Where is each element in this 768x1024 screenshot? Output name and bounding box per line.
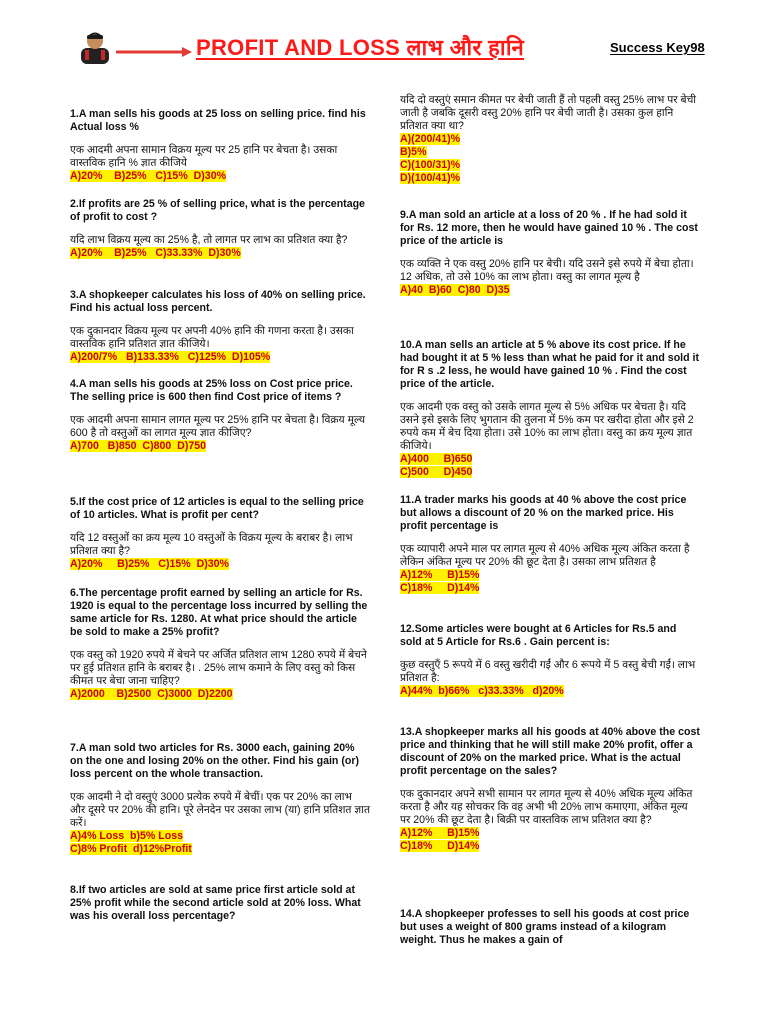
question-text-en: 8.If two articles are sold at same price first article sold at 25% profit while the second article sold at 20% loss. What was his overall loss percentage? [70,884,361,922]
question-text-en: 6.The percentage profit earned by selling an article for Rs. 1920 is equal to the percentage loss incurred by selling the same article for Rs. 1280. At what price should the article be sold to make a 25% profit? [70,587,368,638]
answer-options [400,284,700,297]
option-line: A)44% b)66% c)33.33% d)20% [400,685,564,697]
question-text-hi: यदि 12 वस्तुओं का क्रय मूल्य 10 वस्तुओं के विक्रय मूल्य के बराबर है। लाभ प्रतिशत क्या है? [70,532,353,557]
option-line: C)8% Profit d)12%Profit [70,843,192,855]
option-line: D)(100/41)% [400,172,461,184]
question-text-hi: एक व्यापारी अपने माल पर लागत मूल्य से 40% अधिक मूल्य अंकित करता है लेकिन अंकित मूल्य पर 20% की छूट देता है। उसका लाभ प्रतिशत है [400,543,690,568]
answer-options [70,351,370,364]
answer-options [70,170,370,183]
option-line: A)20% B)25% C)15% D)30% [70,558,229,570]
page-title: PROFIT AND LOSS लाभ और हानि [196,35,525,60]
option-line: A)12% B)15% [400,569,480,581]
question-10 [400,339,700,479]
question-14 [400,908,700,947]
answer-options [400,827,700,853]
answer-options [70,440,370,453]
question-text-en: 7.A man sold two articles for Rs. 3000 each, gaining 20% on the one and losing 20% on the other. Find his gain (or) loss percent on the whole transaction. [70,742,359,780]
question-text-hi: यदि दो वस्तुएं समान कीमत पर बेची जाती हैं तो पहली वस्तु 25% लाभ पर बेची जाती है जबकि दूसरी वस्तु 20% हानि पर बेची जाती है। उसका कुल हानि प्रतिशत क्या था? [400,94,697,132]
answer-options [400,133,700,185]
question-text-hi: एक व्यक्ति ने एक वस्तु 20% हानि पर बेची। यदि उसने इसे रुपये में बेचा होता। 12 अधिक, तो उसे 10% का लाभ होता। वस्तु का लागत मूल्य है [400,258,694,283]
question-text-en: 11.A trader marks his goods at 40 % above the cost price but allows a discount of 20 % on the marked price. His profit percentage is [400,494,687,532]
answer-options [400,453,700,479]
question-8-continued [400,94,700,185]
answer-options [70,830,370,856]
question-text-en: 13.A shopkeeper marks all his goods at 40% above the cost price and thinking that he will still make 20% profit, offer a discount of 20% on the marked price. What is the actual profit percentage on the sales? [400,726,700,777]
question-12 [400,623,700,698]
question-text-en: 12.Some articles were bought at 6 Articles for Rs.5 and sold at 5 Article for Rs.6 . Gain percent is: [400,623,677,648]
question-9 [400,209,700,297]
question-text-hi: एक दुकानदार विक्रय मूल्य पर अपनी 40% हानि की गणना करता है। उसका वास्तविक हानि प्रतिशत ज्ञात कीजिये। [70,325,354,350]
question-8 [70,884,370,923]
question-text-en: 1.A man sells his goods at 25 loss on selling price. find his Actual loss % [70,108,366,133]
page-header [78,28,718,68]
option-line: A)20% B)25% C)33.33% D)30% [70,247,241,259]
question-1 [70,108,370,183]
question-text-en: 2.If profits are 25 % of selling price, what is the percentage of profit to cost ? [70,198,365,223]
question-3 [70,289,370,364]
question-text-en: 14.A shopkeeper professes to sell his goods at cost price but uses a weight of 800 grams instead of a kilogram weight. Thus he makes a gain of [400,908,690,946]
question-text-hi: एक आदमी अपना सामान विक्रय मूल्य पर 25 हानि पर बेचता है। उसका वास्तविक हानि % ज्ञात कीजिये [70,144,338,169]
option-line: C)18% D)14% [400,840,480,852]
question-text-hi: एक वस्तु को 1920 रुपये में बेचने पर अर्जित प्रतिशत लाभ 1280 रुपये में बेचने पर हुई प्रतिशत हानि के बराबर है। . 25% लाभ कमाने के लिए वस्तु को किस कीमत पर बेचा जाना चाहिए? [70,649,367,687]
question-6 [70,587,370,701]
option-line: A)200/7% B)133.33% C)125% D)105% [70,351,271,363]
option-line: C)(100/31)% [400,159,461,171]
option-line: C)18% D)14% [400,582,480,594]
option-line: B)5% [400,146,427,158]
question-13 [400,726,700,853]
question-11 [400,494,700,595]
question-text-hi: यदि लाभ विक्रय मूल्य का 25% है, तो लागत पर लाभ का प्रतिशत क्या है? [70,234,348,246]
option-line: C)500 D)450 [400,466,473,478]
red-arrow-icon [116,47,192,57]
answer-options [70,558,370,571]
question-7 [70,742,370,856]
question-2 [70,198,370,260]
question-text-en: 4.A man sells his goods at 25% loss on Cost price price. The selling price is 600 then find Cost price of items ? [70,378,353,403]
question-text-hi: एक आदमी अपना सामान लागत मूल्य पर 25% हानि पर बेचता है। विक्रय मूल्य 600 है तो वस्तुओं का लागत मूल्य ज्ञात कीजिए? [70,414,365,439]
option-line: A)(200/41)% [400,133,461,145]
answer-options [400,569,700,595]
option-line: A)40 B)60 C)80 D)35 [400,284,510,296]
question-text-en: 9.A man sold an article at a loss of 20 % . If he had sold it for Rs. 12 more, then he would have gained 10 % . The cost price of the article is [400,209,698,247]
option-line: A)400 B)650 [400,453,473,465]
presenter-avatar-icon [78,30,112,64]
option-line: A)20% B)25% C)15% D)30% [70,170,227,182]
question-text-en: 5.If the cost price of 12 articles is equal to the selling price of 10 articles. What is profit per cent? [70,496,364,521]
question-text-hi: एक आदमी एक वस्तु को उसके लागत मूल्य से 5% अधिक पर बेचता है। यदि उसने इसे इसके लिए भुगतान की तुलना में 5% कम पर खरीदा होता और इसे 2 रुपये कम में बेच दिया होता। उसे 10% का लाभ होता। वस्तु का क्रय मूल्य ज्ञात कीजिये। [400,401,694,452]
option-line: A)2000 B)2500 C)3000 D)2200 [70,688,233,700]
answer-options [70,688,370,701]
option-line: A)700 B)850 C)800 D)750 [70,440,207,452]
brand-name: Success Key98 [610,40,705,55]
question-text-en: 3.A shopkeeper calculates his loss of 40% on selling price. Find his actual loss percent. [70,289,366,314]
option-line: A)4% Loss b)5% Loss [70,830,184,842]
option-line: A)12% B)15% [400,827,480,839]
question-4 [70,378,370,453]
question-text-en: 10.A man sells an article at 5 % above its cost price. If he had bought it at 5 % less than what he paid for it and sold it for R s .2 less, he would have gained 10 % . Find the cost price of the article. [400,339,699,390]
answer-options [400,685,700,698]
answer-options [70,247,370,260]
question-text-hi: एक दुकानदार अपने सभी सामान पर लागत मूल्य से 40% अधिक मूल्य अंकित करता है और यह सोचकर कि वह अभी भी 20% लाभ कमाएगा, अंकित मूल्य पर 20% की छूट देता है। बिक्री पर वास्तविक लाभ प्रतिशत क्या है? [400,788,693,826]
question-text-hi: कुछ वस्तुएँ 5 रूपये में 6 वस्तु खरीदी गईं और 6 रूपये में 5 वस्तु बेची गईं। लाभ प्रतिशत है: [400,659,696,684]
question-text-hi: एक आदमी ने दो वस्तुएं 3000 प्रत्येक रुपये में बेचीं। एक पर 20% का लाभ और दूसरे पर 20% की हानि। पूरे लेनदेन पर उसका लाभ (या) हानि प्रतिशत ज्ञात करें। [70,791,370,829]
question-5 [70,496,370,571]
